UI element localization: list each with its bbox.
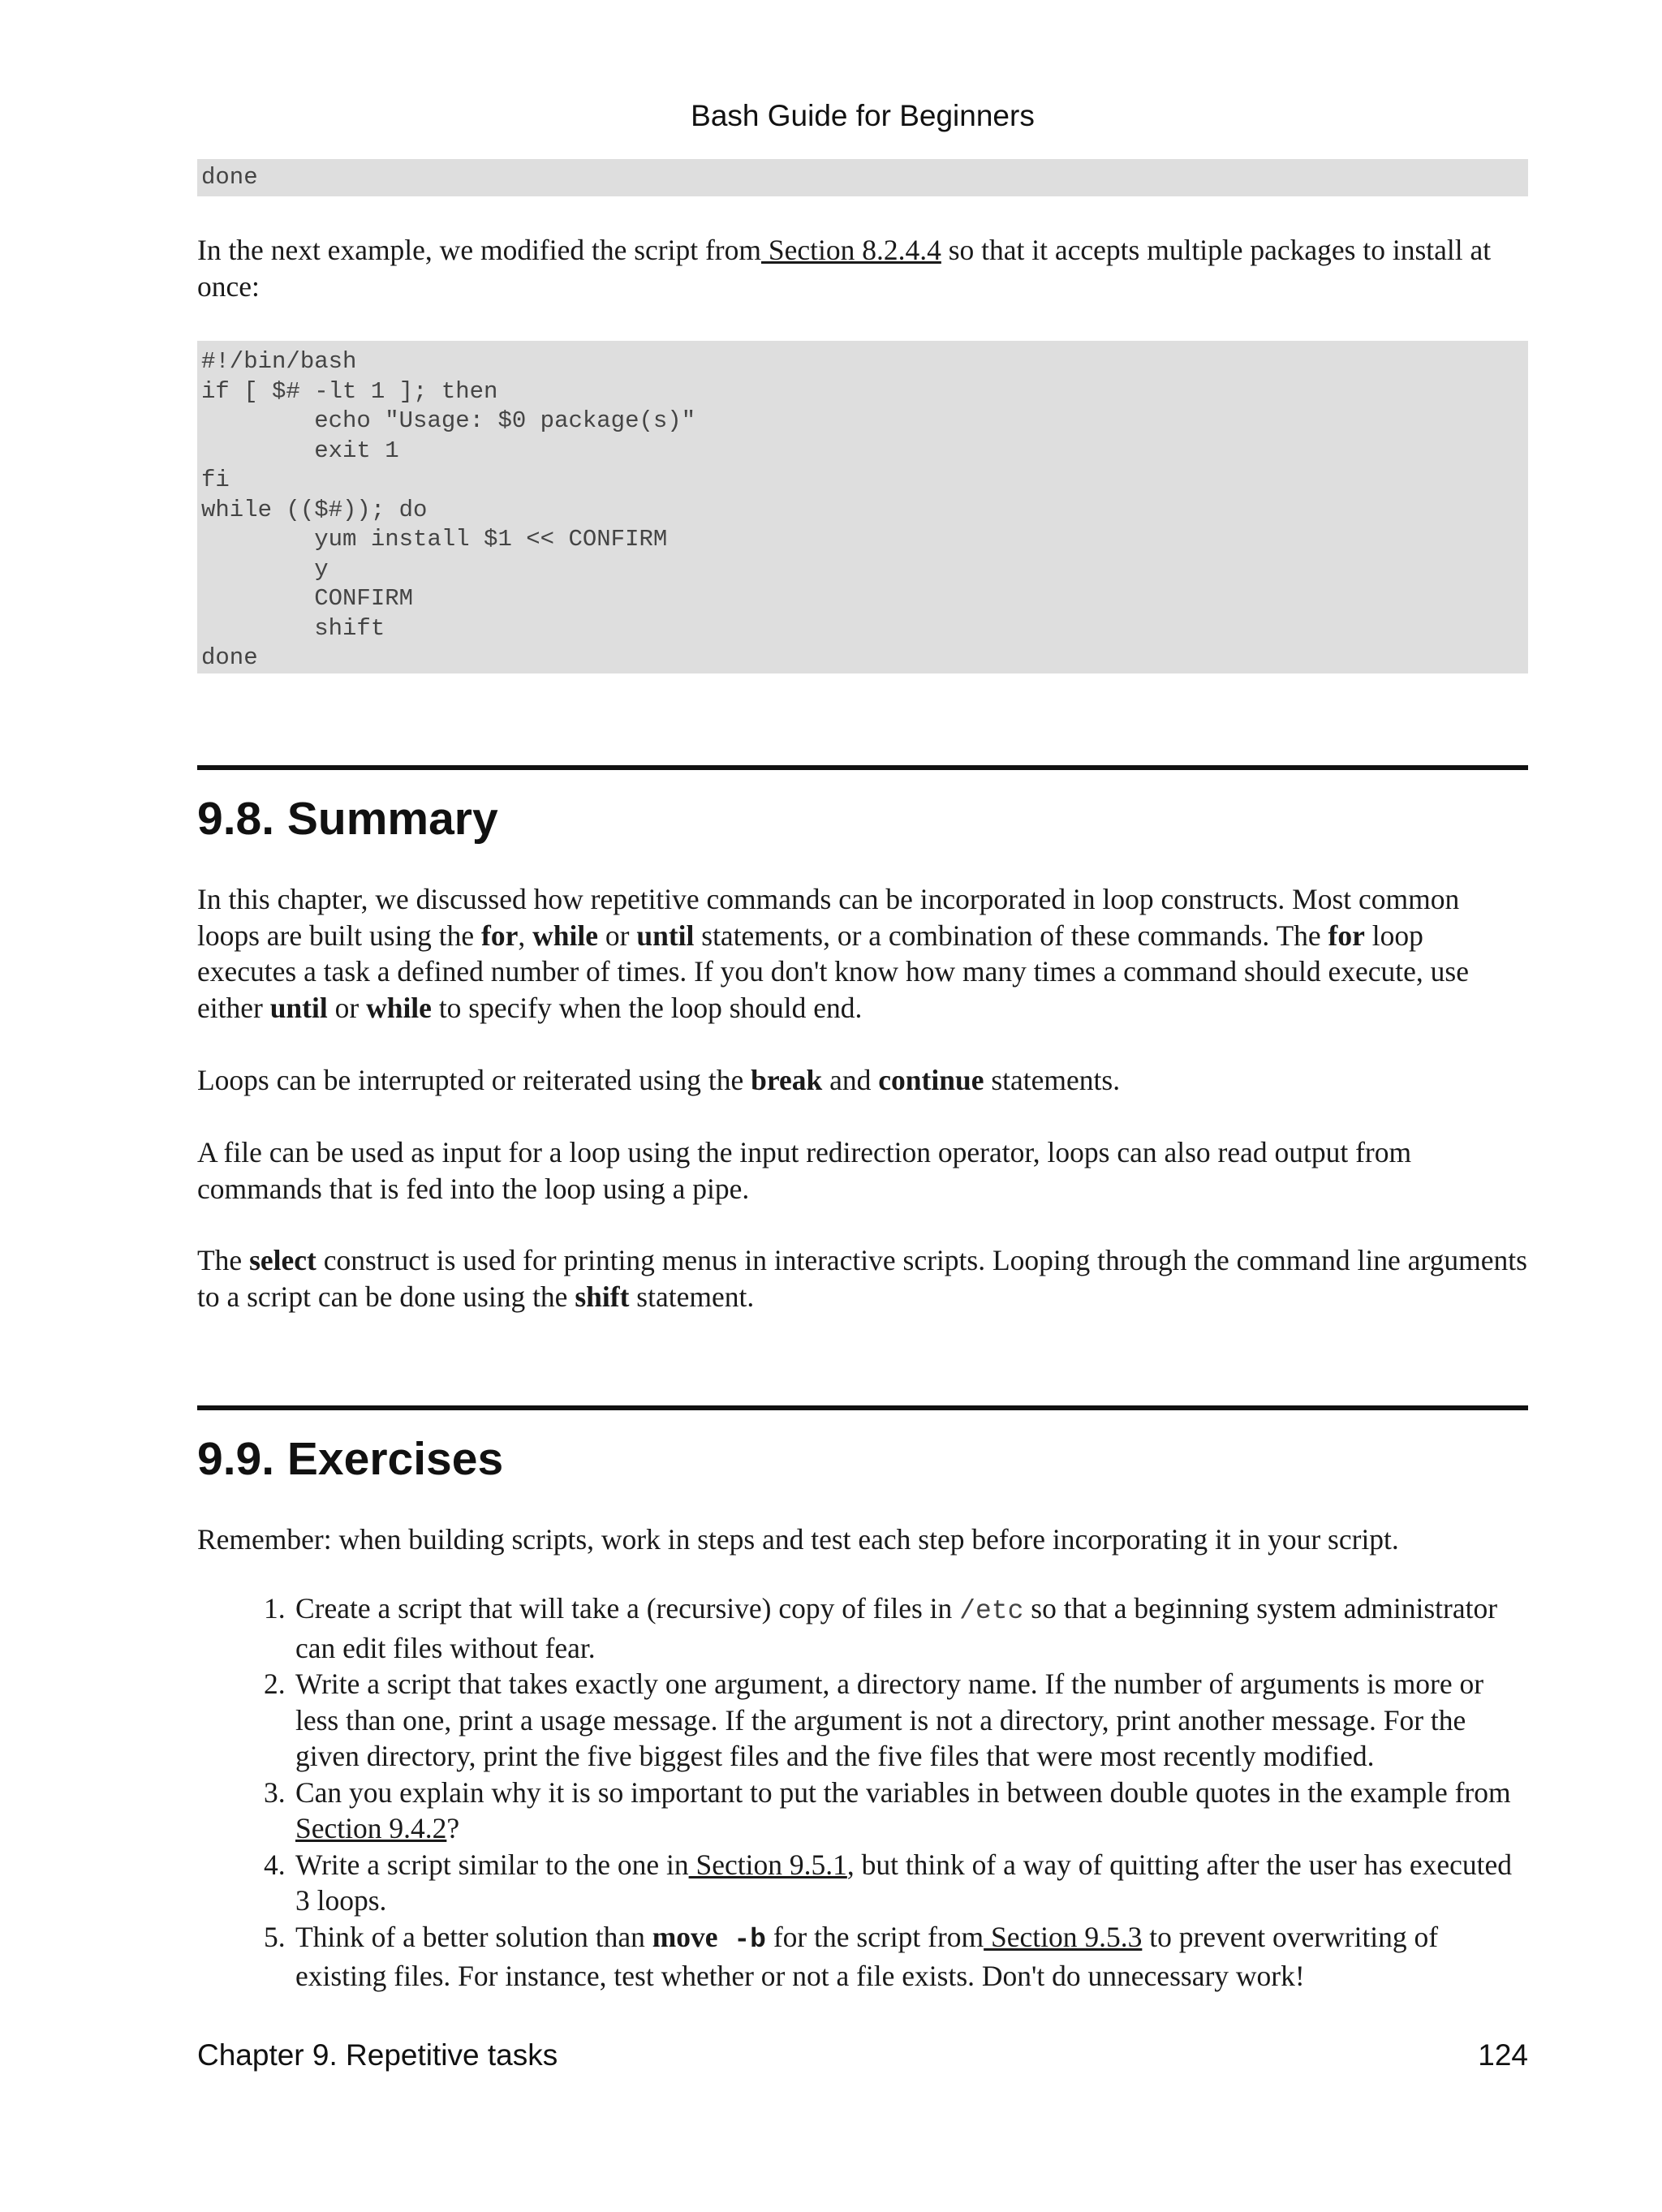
exercise-list — [197, 1590, 1528, 1995]
section-divider — [197, 765, 1528, 770]
link-section-9-4-2[interactable]: Section 9.4.2 — [295, 1812, 447, 1844]
inline-code: /etc — [959, 1596, 1024, 1626]
code-block-script: #!/bin/bash if [ $# -lt 1 ]; then echo "Usage: $0 package(s)" exit 1 fi while (($#)); do yum install $1 << CONFIRM y CONFIRM shift done — [197, 341, 1528, 673]
link-section-9-5-3[interactable]: Section 9.5.3 — [984, 1920, 1143, 1953]
list-number: 5. — [264, 1920, 286, 1953]
list-item: 1. Create a script that will take a (recursive) copy of files in /etc so that a beginning system administrator can edit files without fear. — [264, 1592, 1498, 1664]
link-section-8-2-4-4[interactable]: Section 8.2.4.4 — [761, 234, 941, 266]
list-item: 5. Think of a better solution than move -b for the script from Section 9.5.3 to prevent overwriting of existing files. For instance, test whether or not a file exists. Don't do unnecessary work! — [264, 1920, 1439, 1992]
summary-paragraph-3: A file can be used as input for a loop using the input redirection operator, loops can also read output from commands that is fed into the loop using a pipe. — [197, 1136, 1412, 1205]
footer-chapter: Chapter 9. Repetitive tasks — [197, 2038, 558, 2072]
section-divider — [197, 1405, 1528, 1410]
inline-code-option: -b — [717, 1924, 766, 1955]
list-item: 4. Write a script similar to the one in Section 9.5.1, but think of a way of quitting after the user has executed 3 loops. — [264, 1848, 1513, 1917]
exercises-intro: Remember: when building scripts, work in steps and test each step before incorporating it in your script. — [197, 1523, 1399, 1556]
link-section-9-5-1[interactable]: Section 9.5.1 — [688, 1848, 847, 1881]
list-number: 4. — [264, 1848, 286, 1881]
footer-page-number: 124 — [1478, 2038, 1528, 2072]
list-item: 3. Can you explain why it is so important to put the variables in between double quotes in the example from Section 9.4.2? — [264, 1775, 1511, 1844]
list-number: 1. — [264, 1592, 286, 1625]
list-item: 2. Write a script that takes exactly one argument, a directory name. If the number of arguments is more or less than one, print a usage message. If the argument is not a directory, print another message. For the given directory, print the five biggest files and the five files that were most recently modified. — [264, 1668, 1484, 1772]
running-header: Bash Guide for Beginners — [691, 99, 1035, 132]
summary-paragraph-4: The select construct is used for printing menus in interactive scripts. Looping through the command line arguments to a script can be done using the shift statement. — [197, 1244, 1527, 1313]
heading-summary: 9.8. Summary — [197, 793, 498, 845]
summary-paragraph-2: Loops can be interrupted or reiterated using the break and continue statements. — [197, 1064, 1121, 1096]
intro-text-end: so that it accepts multiple packages to install at once: — [197, 234, 1492, 303]
list-number: 2. — [264, 1668, 286, 1700]
code-block-top: done — [197, 159, 1528, 196]
heading-exercises: 9.9. Exercises — [197, 1433, 504, 1485]
intro-paragraph — [197, 232, 1528, 304]
list-number: 3. — [264, 1775, 286, 1809]
summary-paragraph-1: In this chapter, we discussed how repetitive commands can be incorporated in loop constructs. Most common loops are built using the for, while or until statements, or a combination of these commands. The for loop executes a task a defined number of times. If you don't know how many times a command should execute, use either until or while to specify when the loop should end. — [197, 883, 1469, 1024]
intro-text: In the next example, we modified the script from — [197, 234, 761, 266]
